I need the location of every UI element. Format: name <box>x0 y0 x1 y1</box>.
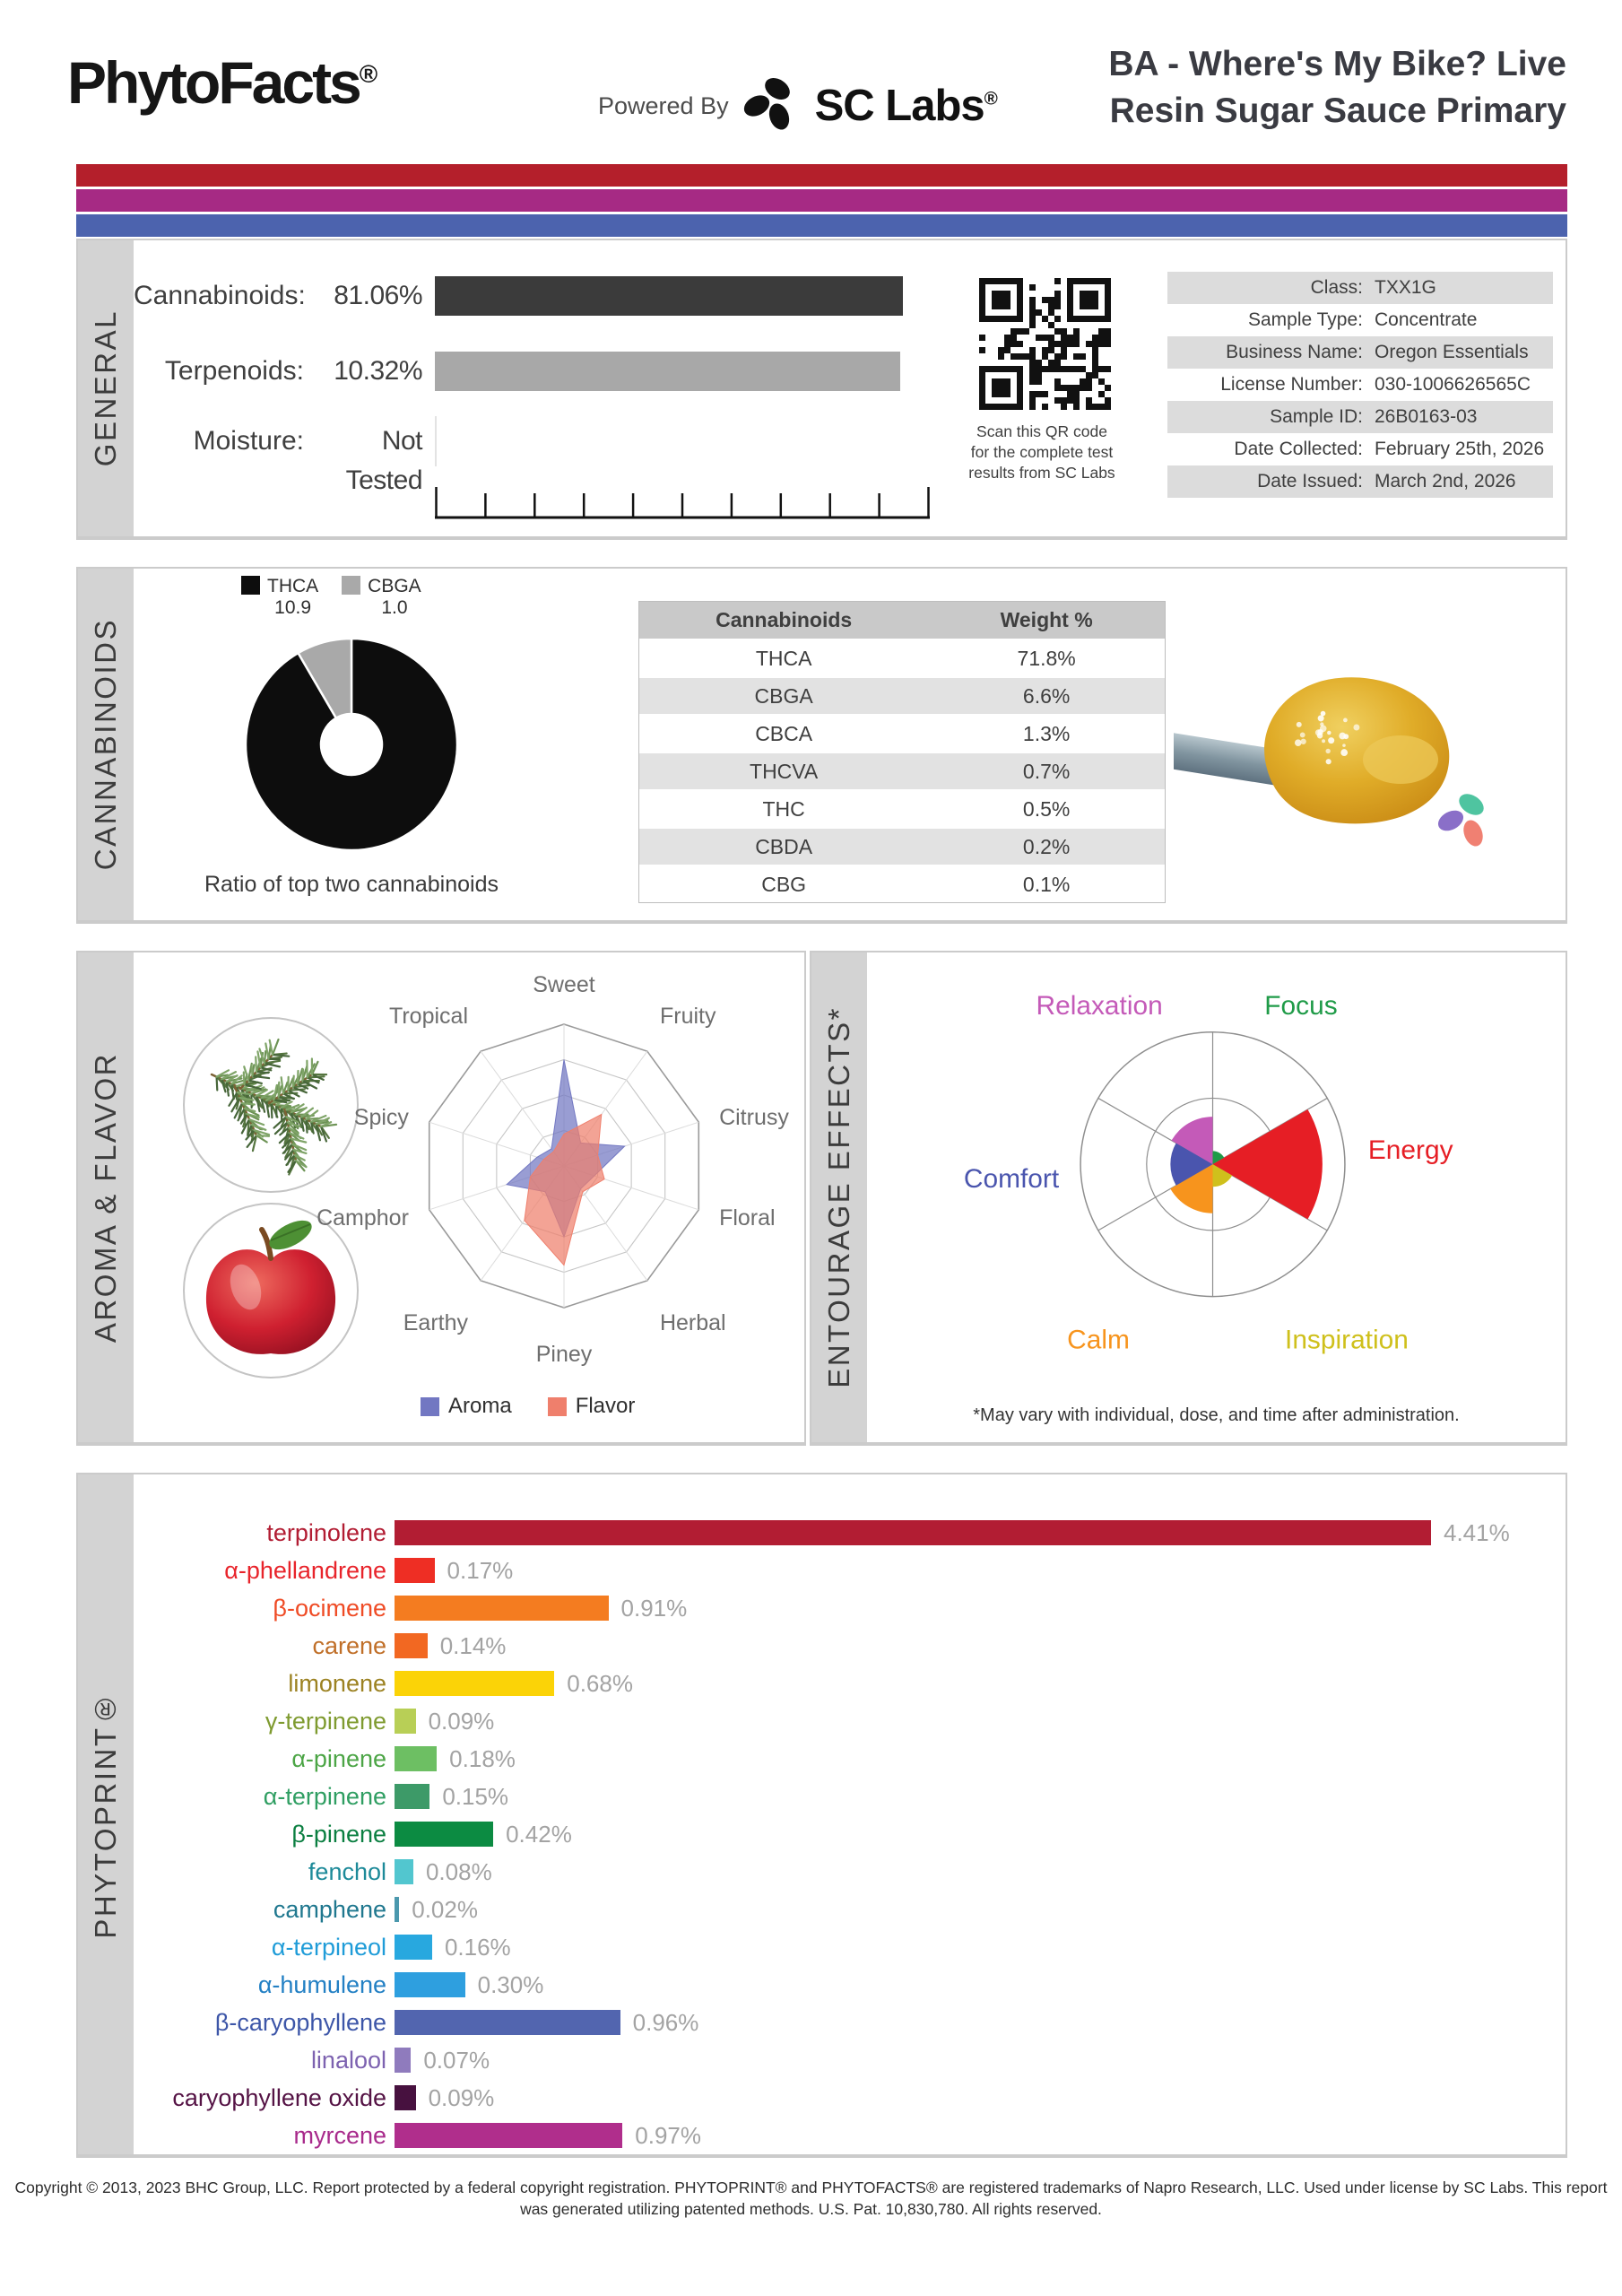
info-row <box>1167 465 1553 498</box>
terpene-value: 0.09% <box>428 2083 495 2111</box>
cannabinoid-table <box>638 601 1166 903</box>
terpene-value: 0.08% <box>425 1857 492 1885</box>
terpene-bar <box>395 1822 493 1847</box>
aroma-swatch <box>421 1397 439 1416</box>
cannabinoids-section-label: CANNABINOIDS <box>89 618 122 871</box>
terpene-row <box>134 1514 1566 1552</box>
info-row <box>1167 433 1553 465</box>
cannabinoid-row <box>639 789 1165 827</box>
sclabs-seeds-icon <box>743 77 801 135</box>
terpene-bar <box>395 1859 413 1884</box>
terpene-row <box>134 1665 1566 1702</box>
general-section-label: GENERAL <box>89 309 122 467</box>
powered-by-block <box>598 77 997 135</box>
entourage-label-comfort: Comfort <box>963 1164 1060 1195</box>
cbga-legend-label: CBGA <box>368 576 421 596</box>
terpene-label: camphene <box>273 1895 386 1923</box>
aroma-flavor-legend <box>421 1394 635 1419</box>
copyright-footer <box>0 2178 1622 2220</box>
terpene-label: β-ocimene <box>273 1594 386 1622</box>
cannabinoids-strip <box>78 569 134 920</box>
donut-caption: Ratio of top two cannabinoids <box>204 872 499 897</box>
radar-axis-label: Piney <box>535 1342 593 1367</box>
ribbon-blue <box>76 214 1567 237</box>
cannabinoids-total-label: Cannabinoids: <box>134 281 306 310</box>
cannabinoid-row <box>639 714 1165 752</box>
terpenoids-total-bar <box>435 352 900 391</box>
sample-info-table <box>1167 272 1553 498</box>
cannabinoid-row <box>639 752 1165 789</box>
legend-item-flavor <box>548 1394 636 1419</box>
info-label: Date Issued: <box>1257 471 1363 491</box>
info-label: Business Name: <box>1226 342 1363 362</box>
entourage-sector-energy <box>1213 1109 1323 1219</box>
section-cannabinoids <box>76 567 1567 924</box>
cannabinoid-weight: 0.7% <box>1022 759 1071 783</box>
terpene-row <box>134 1552 1566 1589</box>
entourage-label-calm: Calm <box>1067 1325 1130 1355</box>
terpene-value: 0.02% <box>412 1895 478 1923</box>
entourage-effects-chart <box>867 952 1566 1442</box>
info-value: 26B0163-03 <box>1375 406 1478 427</box>
terpene-row <box>134 1778 1566 1815</box>
terpene-value: 0.96% <box>632 2008 699 2036</box>
moisture-label: Moisture: <box>193 426 304 456</box>
terpene-label: linalool <box>310 2046 386 2074</box>
info-label: Sample Type: <box>1247 309 1363 330</box>
terpene-bar <box>395 2085 416 2110</box>
terpene-row <box>134 1966 1566 2004</box>
terpene-row <box>134 1740 1566 1778</box>
terpene-bar <box>395 2123 622 2148</box>
terpene-bar <box>395 1633 428 1658</box>
terpene-value: 0.18% <box>449 1744 516 1772</box>
terpenoids-total-value: 10.32% <box>334 356 422 386</box>
entourage-section-label: ENTOURAGE EFFECTS* <box>822 1006 855 1388</box>
info-row <box>1167 336 1553 369</box>
terpene-bar <box>395 1671 554 1696</box>
info-value: Oregon Essentials <box>1375 342 1529 362</box>
terpene-value: 0.91% <box>620 1594 688 1622</box>
cannabinoids-total-bar <box>435 276 903 316</box>
info-row <box>1167 304 1553 336</box>
sample-title-line2: Resin Sugar Sauce Primary <box>1109 91 1566 131</box>
sclabs-logo-text: SC Labs® <box>814 82 997 130</box>
terpene-bar <box>395 2048 411 2073</box>
cannabinoid-weight: 0.1% <box>1022 872 1071 896</box>
cannabinoid-weight: 0.2% <box>1022 834 1071 858</box>
terpene-bar <box>395 1596 609 1621</box>
copyright-line2: was generated utilizing patented methods. U.S. Pat. 10,830,780. All rights reserved. <box>520 2199 1102 2218</box>
section-phytoprint <box>76 1473 1567 2158</box>
terpene-bar <box>395 1784 429 1809</box>
qr-code <box>979 278 1111 410</box>
terpene-row <box>134 1928 1566 1966</box>
cannabinoid-row <box>639 827 1165 865</box>
cannabinoid-name: CBCA <box>755 721 813 745</box>
aroma-section-label: AROMA & FLAVOR <box>89 1051 122 1344</box>
registered-mark: ® <box>984 88 997 109</box>
cannabinoid-weight: 0.5% <box>1022 796 1071 821</box>
legend-item-aroma <box>421 1394 512 1419</box>
cannabinoid-name: THCA <box>755 646 812 670</box>
terpene-label: fenchol <box>308 1857 386 1885</box>
info-value: TXX1G <box>1375 277 1436 298</box>
terpene-value: 0.68% <box>567 1669 633 1697</box>
info-row <box>1167 401 1553 433</box>
aroma-legend-label: Aroma <box>448 1394 512 1418</box>
terpene-label: β-pinene <box>291 1820 386 1848</box>
info-label: License Number: <box>1220 374 1363 395</box>
info-value: 030-1006626565C <box>1375 374 1531 395</box>
terpene-label: β-caryophyllene <box>214 2008 386 2036</box>
terpene-label: α-terpineol <box>271 1933 386 1961</box>
sample-title <box>1108 41 1566 135</box>
terpene-row <box>134 1891 1566 1928</box>
terpene-value: 0.15% <box>442 1782 509 1810</box>
info-row <box>1167 272 1553 304</box>
moisture-value: Not Tested <box>345 426 422 495</box>
terpene-bar <box>395 1935 432 1960</box>
entourage-label-focus: Focus <box>1264 990 1338 1021</box>
terpene-row <box>134 2041 1566 2079</box>
terpene-row <box>134 1702 1566 1740</box>
terpene-value: 0.09% <box>428 1707 495 1735</box>
blob-highlight <box>1363 735 1438 784</box>
info-value: Concentrate <box>1375 309 1478 330</box>
radar-axis-label: Floral <box>719 1205 776 1231</box>
terpene-label: caryophyllene oxide <box>172 2083 386 2111</box>
radar-axis-label: Sweet <box>533 972 595 997</box>
terpene-label: carene <box>312 1631 386 1659</box>
terpene-bar <box>395 1897 399 1922</box>
cannabinoid-weight: 6.6% <box>1022 683 1071 708</box>
terpene-label: α-terpinene <box>263 1782 386 1810</box>
thca-legend-value: 10.9 <box>274 597 312 618</box>
entourage-strip <box>811 952 867 1442</box>
cannabinoid-table-body <box>639 639 1165 902</box>
header <box>67 25 1566 161</box>
scale-ruler <box>435 484 930 520</box>
concentrate-photo <box>1174 618 1514 869</box>
radar-axis-label: Earthy <box>403 1310 469 1336</box>
info-label: Date Collected: <box>1234 439 1363 459</box>
qr-caption: Scan this QR code for the complete test results from SC Labs <box>968 422 1115 482</box>
terpene-bar <box>395 1972 465 1997</box>
col-weight: Weight % <box>1000 608 1093 631</box>
radar-axis-label: Tropical <box>389 1003 469 1029</box>
cannabinoid-name: CBDA <box>755 834 813 858</box>
section-general <box>76 239 1567 540</box>
terpene-value: 0.14% <box>439 1631 507 1659</box>
powered-by-label: Powered By <box>598 91 729 119</box>
phytofacts-logo-text: PhytoFacts <box>67 49 360 116</box>
terpene-bar <box>395 1520 1431 1545</box>
ribbon-bars <box>76 164 1567 239</box>
registered-mark: ® <box>359 60 376 88</box>
aroma-flavor-radar-chart <box>286 952 806 1419</box>
entourage-footnote: *May vary with individual, dose, and time after administration. <box>973 1405 1460 1425</box>
cannabinoid-name: CBGA <box>754 683 813 708</box>
info-label: Sample ID: <box>1270 406 1363 427</box>
cannabinoid-donut-chart <box>235 628 468 861</box>
terpene-label: α-pinene <box>291 1744 386 1772</box>
sample-title-line1: BA - Where's My Bike? Live <box>1108 45 1566 83</box>
cannabinoid-name: THC <box>762 796 805 821</box>
terpene-row <box>134 1815 1566 1853</box>
info-value: February 25th, 2026 <box>1375 439 1545 459</box>
cannabinoid-weight: 1.3% <box>1022 721 1071 745</box>
phytofacts-logo <box>67 48 375 117</box>
terpene-label: limonene <box>288 1669 386 1697</box>
terpene-row <box>134 2079 1566 2117</box>
cannabinoid-weight: 71.8% <box>1017 646 1076 670</box>
donut-legend <box>241 576 421 619</box>
col-cannabinoids: Cannabinoids <box>716 608 853 631</box>
radar-axis-label: Herbal <box>659 1310 726 1336</box>
entourage-label-inspiration: Inspiration <box>1285 1325 1409 1355</box>
terpene-value: 0.30% <box>477 1970 544 1998</box>
terpene-row <box>134 1627 1566 1665</box>
section-aroma-flavor <box>76 951 806 1446</box>
phytoprint-section-label: PHYTOPRINT® <box>89 1690 122 1939</box>
terpene-bar <box>395 1558 435 1583</box>
terpene-value: 0.07% <box>423 2046 490 2074</box>
terpene-label: α-humulene <box>257 1970 386 1998</box>
ribbon-magenta <box>76 189 1567 212</box>
radar-axis-label: Fruity <box>659 1003 716 1029</box>
terpene-row <box>134 2004 1566 2041</box>
cbga-swatch <box>342 576 360 595</box>
seeds-logo-color <box>1435 789 1488 848</box>
terpene-row <box>134 2117 1566 2154</box>
terpene-row <box>134 1589 1566 1627</box>
terpene-bar <box>395 2010 620 2035</box>
thca-legend-label: THCA <box>267 576 319 596</box>
terpene-value: 0.97% <box>635 2121 701 2149</box>
legend-item-cbga <box>342 576 421 619</box>
terpene-label: α-phellandrene <box>224 1556 386 1584</box>
terpene-bar-chart <box>134 1514 1566 2154</box>
cbga-legend-value: 1.0 <box>381 597 408 618</box>
thca-swatch <box>241 576 260 595</box>
aroma-strip <box>78 952 134 1442</box>
radar-axis-label: Spicy <box>353 1104 409 1130</box>
terpene-bar <box>395 1746 437 1771</box>
cannabinoid-row <box>639 676 1165 714</box>
cannabinoid-name: THCVA <box>750 759 819 783</box>
info-value: March 2nd, 2026 <box>1375 471 1516 491</box>
legend-item-thca <box>241 576 318 619</box>
flavor-swatch <box>548 1397 567 1416</box>
entourage-label-energy: Energy <box>1367 1135 1453 1166</box>
general-strip <box>78 240 134 536</box>
flavor-legend-label: Flavor <box>575 1394 636 1418</box>
cannabinoid-row <box>639 865 1165 902</box>
terpene-row <box>134 1853 1566 1891</box>
terpene-label: γ-terpinene <box>265 1707 386 1735</box>
terpene-value: 4.41% <box>1444 1518 1510 1546</box>
info-row <box>1167 369 1553 401</box>
cannabinoid-row <box>639 639 1165 676</box>
section-entourage <box>810 951 1567 1446</box>
terpene-label: terpinolene <box>266 1518 386 1546</box>
phytoprint-strip <box>78 1474 134 2154</box>
terpenoids-total-label: Terpenoids: <box>164 356 304 386</box>
radar-axis-label: Citrusy <box>719 1104 789 1130</box>
terpene-value: 0.42% <box>506 1820 572 1848</box>
ribbon-red <box>76 164 1567 187</box>
terpene-label: myrcene <box>293 2121 386 2149</box>
radar-axis-label: Camphor <box>317 1205 409 1231</box>
cannabinoid-table-header <box>639 602 1165 639</box>
terpene-value: 0.16% <box>444 1933 511 1961</box>
terpene-bar <box>395 1709 416 1734</box>
cannabinoid-name: CBG <box>761 872 807 896</box>
copyright-line1: Copyright © 2013, 2023 BHC Group, LLC. Report protected by a federal copyright registration. PHYTOPRINT® and PHYTOFACTS® are registered trademarks of Napro Research, LLC. Used under license by SC Labs. This report <box>14 2179 1608 2196</box>
entourage-label-relaxation: Relaxation <box>1036 990 1163 1021</box>
bar-axis-line <box>435 416 437 466</box>
info-label: Class: <box>1310 277 1363 298</box>
terpene-value: 0.17% <box>447 1556 514 1584</box>
cannabinoids-total-value: 81.06% <box>334 281 422 310</box>
